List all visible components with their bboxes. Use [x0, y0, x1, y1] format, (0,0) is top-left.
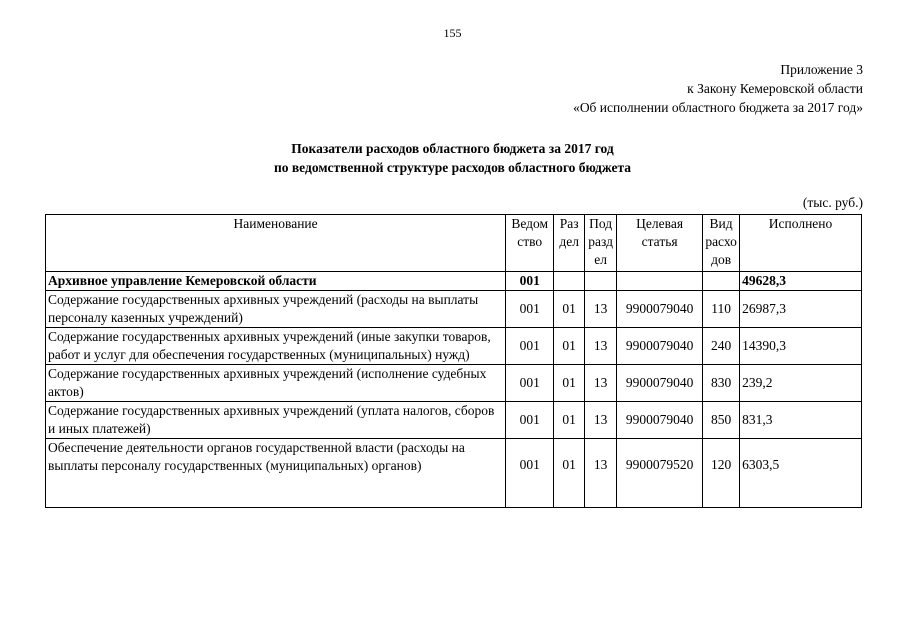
appendix-note — [573, 60, 863, 117]
row-name: Содержание государственных архивных учреждений (уплата налогов, сборов и иных платежей) — [46, 402, 506, 439]
row-department: 001 — [506, 402, 554, 439]
row-department: 001 — [506, 328, 554, 365]
row-department: 001 — [506, 291, 554, 328]
header-expense-type: Вид расхо дов — [703, 215, 740, 272]
row-amount: 239,2 — [740, 365, 862, 402]
page-number: 155 — [443, 26, 462, 40]
department-amount: 49628,3 — [740, 272, 862, 291]
appendix-line-1: Приложение 3 — [780, 62, 863, 77]
row-name: Содержание государственных архивных учреждений (иные закупки товаров, работ и услуг для обеспечения государственных (муниципальных) нужд) — [46, 328, 506, 365]
table-row — [46, 402, 862, 439]
row-name: Содержание государственных архивных учреждений (исполнение судебных актов) — [46, 365, 506, 402]
title-line-2: по ведомственной структуре расходов областного бюджета — [273, 160, 632, 175]
header-amount: Исполнено — [740, 215, 862, 272]
row-subsection: 13 — [585, 439, 617, 508]
table-row — [46, 291, 862, 328]
header-row — [46, 215, 862, 272]
row-subsection: 13 — [585, 328, 617, 365]
row-department: 001 — [506, 365, 554, 402]
row-section: 01 — [554, 291, 585, 328]
header-name: Наименование — [46, 215, 506, 272]
row-subsection: 13 — [585, 402, 617, 439]
header-section: Раз дел — [554, 215, 585, 272]
units-label: (тыс. руб.) — [802, 195, 863, 210]
row-target-item: 9900079040 — [617, 291, 703, 328]
row-expense-type: 110 — [703, 291, 740, 328]
row-expense-type: 850 — [703, 402, 740, 439]
row-section: 01 — [554, 365, 585, 402]
row-section: 01 — [554, 402, 585, 439]
document-title — [0, 139, 905, 177]
header-department: Ведом ство — [506, 215, 554, 272]
appendix-line-3: «Об исполнении областного бюджета за 2017 год» — [573, 100, 863, 115]
table-row — [46, 439, 862, 508]
row-section: 01 — [554, 328, 585, 365]
row-amount: 6303,5 — [740, 439, 862, 508]
row-name: Содержание государственных архивных учреждений (расходы на выплаты персоналу казенных учреждений) — [46, 291, 506, 328]
row-target-item: 9900079040 — [617, 402, 703, 439]
row-expense-type: 120 — [703, 439, 740, 508]
row-amount: 14390,3 — [740, 328, 862, 365]
row-expense-type: 830 — [703, 365, 740, 402]
row-subsection: 13 — [585, 291, 617, 328]
row-amount: 26987,3 — [740, 291, 862, 328]
title-line-1: Показатели расходов областного бюджета за 2017 год — [291, 141, 614, 156]
table-row — [46, 365, 862, 402]
row-department: 001 — [506, 439, 554, 508]
row-target-item: 9900079040 — [617, 328, 703, 365]
header-target-item: Целевая статья — [617, 215, 703, 272]
department-row — [46, 272, 862, 291]
row-target-item: 9900079040 — [617, 365, 703, 402]
table-row — [46, 328, 862, 365]
appendix-line-2: к Закону Кемеровской области — [687, 81, 863, 96]
row-subsection: 13 — [585, 365, 617, 402]
budget-table — [45, 214, 862, 508]
row-expense-type: 240 — [703, 328, 740, 365]
header-subsection: Под разд ел — [585, 215, 617, 272]
row-name: Обеспечение деятельности органов государственной власти (расходы на выплаты персоналу государственных (муниципальных) органов) — [46, 439, 506, 508]
row-amount: 831,3 — [740, 402, 862, 439]
row-target-item: 9900079520 — [617, 439, 703, 508]
department-code: 001 — [506, 272, 554, 291]
row-section: 01 — [554, 439, 585, 508]
department-name: Архивное управление Кемеровской области — [46, 272, 506, 291]
